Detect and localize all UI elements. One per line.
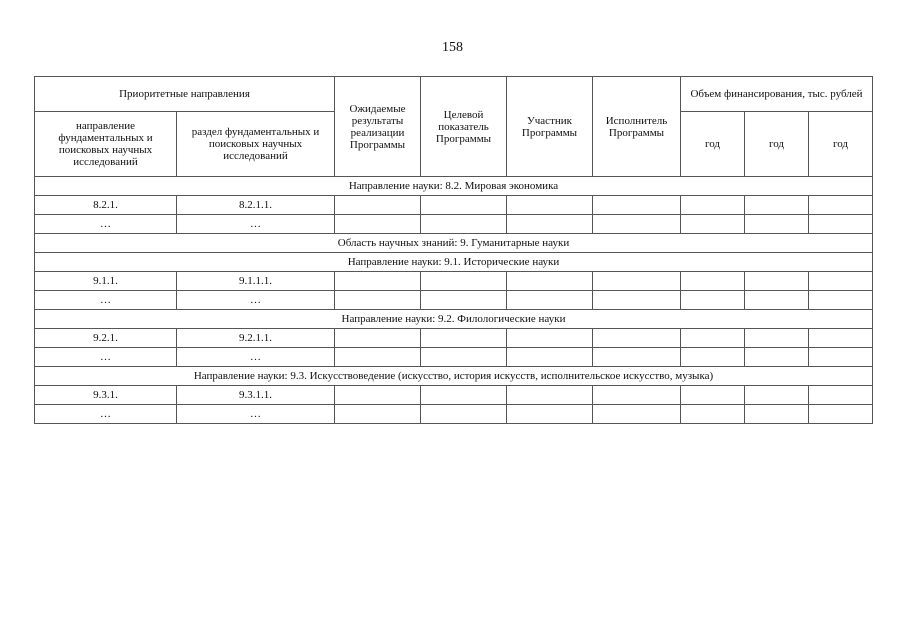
empty-cell: [335, 329, 421, 348]
empty-cell: [421, 386, 507, 405]
section-title: Направление науки: 9.1. Исторические науки: [35, 253, 873, 272]
empty-cell: [421, 291, 507, 310]
empty-cell: [809, 386, 873, 405]
table-row: [35, 215, 873, 234]
table-row: [35, 196, 873, 215]
empty-cell: [421, 215, 507, 234]
direction-cell: …: [35, 215, 177, 234]
empty-cell: [809, 329, 873, 348]
empty-cell: [593, 348, 681, 367]
empty-cell: [507, 272, 593, 291]
empty-cell: [593, 291, 681, 310]
empty-cell: [681, 329, 745, 348]
empty-cell: [335, 272, 421, 291]
section-row: [35, 177, 873, 196]
header-year-1: год: [681, 112, 745, 177]
empty-cell: [681, 386, 745, 405]
header-row-1: [35, 77, 873, 112]
empty-cell: [421, 405, 507, 424]
empty-cell: [809, 215, 873, 234]
section-cell: 8.2.1.1.: [177, 196, 335, 215]
empty-cell: [745, 386, 809, 405]
header-expected-results: Ожидаемые результаты реализации Программы: [335, 77, 421, 177]
header-target-indicator: Целевой показатель Программы: [421, 77, 507, 177]
section-cell: 9.2.1.1.: [177, 329, 335, 348]
empty-cell: [745, 291, 809, 310]
header-year-2: год: [745, 112, 809, 177]
empty-cell: [507, 386, 593, 405]
table-row: [35, 348, 873, 367]
section-title: Область научных знаний: 9. Гуманитарные науки: [35, 234, 873, 253]
empty-cell: [745, 196, 809, 215]
section-title: Направление науки: 8.2. Мировая экономика: [35, 177, 873, 196]
empty-cell: [335, 215, 421, 234]
empty-cell: [809, 196, 873, 215]
empty-cell: [421, 329, 507, 348]
header-fundamental-direction: направление фундаментальных и поисковых научных исследований: [35, 112, 177, 177]
section-title: Направление науки: 9.2. Филологические науки: [35, 310, 873, 329]
section-cell: 9.1.1.1.: [177, 272, 335, 291]
header-year-3: год: [809, 112, 873, 177]
table-body: [35, 177, 873, 424]
empty-cell: [335, 386, 421, 405]
table-row: [35, 386, 873, 405]
section-cell: …: [177, 215, 335, 234]
empty-cell: [593, 386, 681, 405]
section-cell: …: [177, 291, 335, 310]
section-cell: …: [177, 348, 335, 367]
table-row: [35, 405, 873, 424]
empty-cell: [507, 405, 593, 424]
empty-cell: [507, 348, 593, 367]
header-funding: Объем финансирования, тыс. рублей: [681, 77, 873, 112]
empty-cell: [745, 329, 809, 348]
empty-cell: [507, 215, 593, 234]
direction-cell: …: [35, 405, 177, 424]
direction-cell: …: [35, 348, 177, 367]
empty-cell: [745, 405, 809, 424]
table-row: [35, 329, 873, 348]
header-fundamental-section: раздел фундаментальных и поисковых научных исследований: [177, 112, 335, 177]
empty-cell: [681, 405, 745, 424]
section-row: [35, 253, 873, 272]
page-number: 158: [442, 40, 463, 55]
direction-cell: 9.2.1.: [35, 329, 177, 348]
empty-cell: [335, 348, 421, 367]
empty-cell: [681, 348, 745, 367]
table-row: [35, 291, 873, 310]
table-row: [35, 272, 873, 291]
header-participant: Участник Программы: [507, 77, 593, 177]
empty-cell: [809, 291, 873, 310]
empty-cell: [809, 348, 873, 367]
direction-cell: …: [35, 291, 177, 310]
empty-cell: [593, 272, 681, 291]
empty-cell: [421, 196, 507, 215]
header-executor: Исполнитель Программы: [593, 77, 681, 177]
empty-cell: [809, 405, 873, 424]
empty-cell: [745, 272, 809, 291]
direction-cell: 9.1.1.: [35, 272, 177, 291]
empty-cell: [421, 272, 507, 291]
empty-cell: [681, 272, 745, 291]
empty-cell: [421, 348, 507, 367]
empty-cell: [507, 196, 593, 215]
header-priority-directions: Приоритетные направления: [35, 77, 335, 112]
empty-cell: [507, 329, 593, 348]
empty-cell: [335, 405, 421, 424]
empty-cell: [335, 291, 421, 310]
empty-cell: [593, 215, 681, 234]
empty-cell: [335, 196, 421, 215]
program-table: [34, 76, 873, 424]
empty-cell: [681, 291, 745, 310]
empty-cell: [593, 329, 681, 348]
empty-cell: [681, 196, 745, 215]
section-cell: …: [177, 405, 335, 424]
section-cell: 9.3.1.1.: [177, 386, 335, 405]
section-row: [35, 310, 873, 329]
empty-cell: [593, 405, 681, 424]
direction-cell: 8.2.1.: [35, 196, 177, 215]
section-row: [35, 367, 873, 386]
empty-cell: [507, 291, 593, 310]
direction-cell: 9.3.1.: [35, 386, 177, 405]
empty-cell: [745, 215, 809, 234]
empty-cell: [681, 215, 745, 234]
section-row: [35, 234, 873, 253]
empty-cell: [809, 272, 873, 291]
empty-cell: [745, 348, 809, 367]
section-title: Направление науки: 9.3. Искусствоведение (искусство, история искусств, исполнительское искусство, музыка): [35, 367, 873, 386]
empty-cell: [593, 196, 681, 215]
